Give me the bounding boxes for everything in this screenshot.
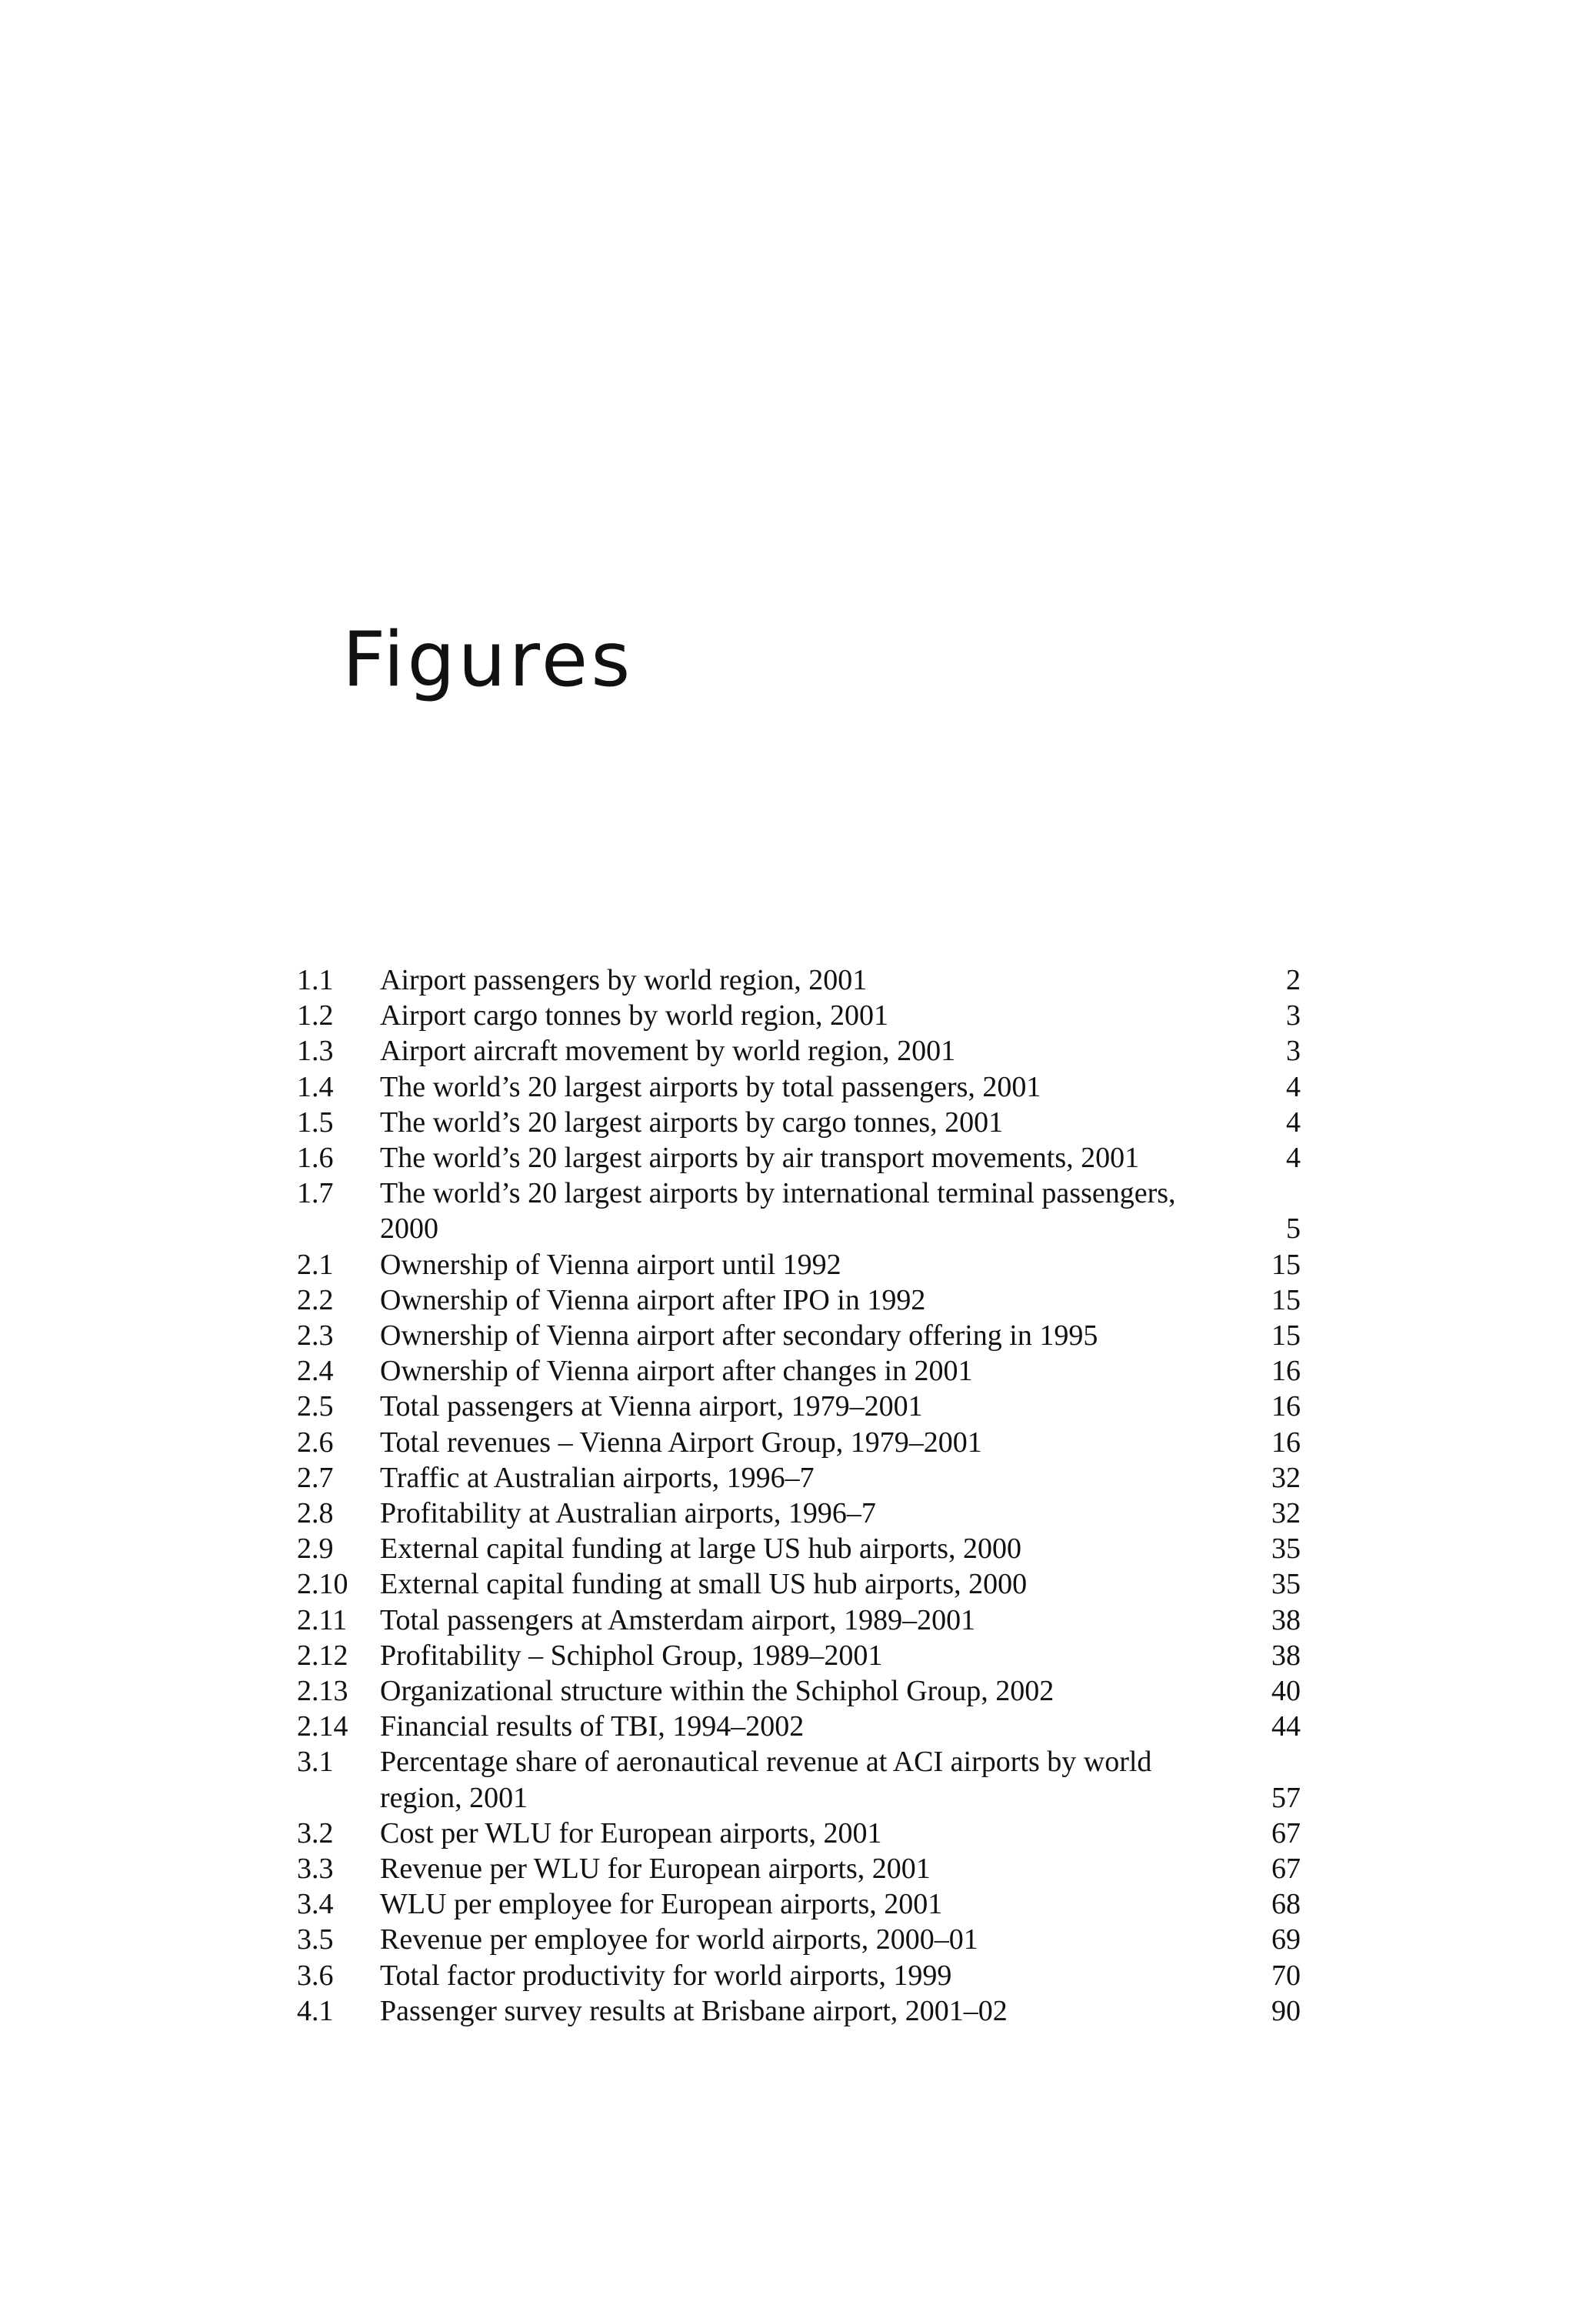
list-item: [297, 1389, 1301, 1424]
list-item: [297, 1282, 1301, 1318]
figure-number: 3.2: [297, 1816, 334, 1849]
figure-title: Revenue per employee for world airports, 2000–01: [380, 1923, 978, 1956]
figure-title: Total passengers at Amsterdam airport, 1989–2001: [380, 1603, 976, 1636]
figure-title: Profitability – Schiphol Group, 1989–2001: [380, 1639, 883, 1672]
page-number: 4: [1286, 1106, 1301, 1139]
figure-number: 1.5: [297, 1106, 334, 1139]
figure-number: 2.4: [297, 1355, 334, 1388]
figure-title: Airport aircraft movement by world region, 2001: [380, 1035, 956, 1068]
list-item: [297, 1603, 1301, 1638]
figure-number: 2.2: [297, 1283, 334, 1316]
figure-title: Total revenues – Vienna Airport Group, 1979–2001: [380, 1426, 982, 1459]
figure-number: 4.1: [297, 1994, 334, 2027]
list-item: [297, 962, 1301, 998]
page-number: 70: [1271, 1959, 1301, 1992]
figure-number: 2.1: [297, 1248, 334, 1281]
figure-title: Total passengers at Vienna airport, 1979–2001: [380, 1390, 923, 1423]
figures-list: [297, 962, 1301, 2029]
page-number: 15: [1271, 1283, 1301, 1316]
page-number: 35: [1271, 1568, 1301, 1601]
page-number: 15: [1271, 1248, 1301, 1281]
figure-number: 2.5: [297, 1390, 334, 1423]
page-number: 32: [1271, 1461, 1301, 1494]
figure-number: 1.6: [297, 1142, 334, 1175]
figure-number: 2.14: [297, 1710, 348, 1743]
figure-title: Revenue per WLU for European airports, 2001: [380, 1853, 931, 1886]
list-item: [297, 1993, 1301, 2029]
page-number: 67: [1271, 1816, 1301, 1849]
figure-title: External capital funding at small US hub airports, 2000: [380, 1568, 1028, 1601]
figure-title: The world’s 20 largest airports by total passengers, 2001: [380, 1070, 1041, 1103]
list-item: [297, 1033, 1301, 1069]
figure-number: 3.3: [297, 1853, 334, 1886]
figure-title: Total factor productivity for world airports, 1999: [380, 1959, 952, 1992]
figure-number: 2.3: [297, 1319, 334, 1352]
list-item: [297, 1816, 1301, 1851]
figure-title: External capital funding at large US hub airports, 2000: [380, 1533, 1022, 1566]
figure-number: 1.4: [297, 1070, 334, 1103]
page-number: 44: [1271, 1710, 1301, 1743]
list-item: [297, 1069, 1301, 1105]
list-item: [297, 1247, 1301, 1282]
page-number: 68: [1271, 1888, 1301, 1921]
figure-title: Traffic at Australian airports, 1996–7: [380, 1461, 815, 1494]
list-item: [297, 1566, 1301, 1602]
figure-number: 1.3: [297, 1035, 334, 1068]
list-item: [297, 1140, 1301, 1176]
figure-title: WLU per employee for European airports, 2001: [380, 1888, 943, 1921]
figure-number: 2.12: [297, 1639, 348, 1672]
page-number: 57: [1271, 1781, 1301, 1814]
page-number: 38: [1271, 1603, 1301, 1636]
figure-title: The world’s 20 largest airports by international terminal passengers, 2000: [380, 1177, 1176, 1246]
figure-number: 2.11: [297, 1603, 348, 1636]
page-number: 67: [1271, 1853, 1301, 1886]
list-item: [297, 1318, 1301, 1353]
page-number: 3: [1286, 1035, 1301, 1068]
page-number: 69: [1271, 1923, 1301, 1956]
page-number: 5: [1286, 1212, 1301, 1246]
figure-title: Ownership of Vienna airport until 1992: [380, 1248, 841, 1281]
page-number: 3: [1286, 999, 1301, 1032]
list-item: [297, 1638, 1301, 1673]
list-item: [297, 1176, 1301, 1246]
list-item: [297, 1851, 1301, 1886]
figure-number: 3.1: [297, 1746, 334, 1779]
page-number: 4: [1286, 1142, 1301, 1175]
list-item: [297, 1886, 1301, 1922]
page-number: 32: [1271, 1497, 1301, 1530]
figure-number: 2.8: [297, 1497, 334, 1530]
figure-title: Ownership of Vienna airport after secondary offering in 1995: [380, 1319, 1098, 1352]
figure-number: 1.1: [297, 964, 334, 996]
page-number: 38: [1271, 1639, 1301, 1672]
figure-title: The world’s 20 largest airports by air transport movements, 2001: [380, 1142, 1140, 1175]
list-item: [297, 1496, 1301, 1531]
figure-title: Passenger survey results at Brisbane airport, 2001–02: [380, 1994, 1008, 2027]
figure-number: 3.4: [297, 1888, 334, 1921]
page-number: 2: [1286, 964, 1301, 996]
figure-number: 2.9: [297, 1533, 334, 1566]
list-item: [297, 1425, 1301, 1460]
list-item: [297, 1922, 1301, 1957]
figure-title: Financial results of TBI, 1994–2002: [380, 1710, 805, 1743]
page-number: 35: [1271, 1533, 1301, 1566]
list-item: [297, 1460, 1301, 1496]
figure-number: 2.13: [297, 1675, 348, 1708]
list-item: [297, 1709, 1301, 1744]
figure-title: The world’s 20 largest airports by cargo tonnes, 2001: [380, 1106, 1004, 1139]
list-item: [297, 1353, 1301, 1389]
figure-title: Percentage share of aeronautical revenue at ACI airports by world region, 2001: [380, 1746, 1152, 1814]
figure-title: Ownership of Vienna airport after IPO in 1992: [380, 1283, 926, 1316]
page-number: 15: [1271, 1319, 1301, 1352]
figure-number: 2.6: [297, 1426, 334, 1459]
list-item: [297, 1673, 1301, 1709]
figure-number: 1.7: [297, 1177, 334, 1210]
figure-title: Profitability at Australian airports, 1996–7: [380, 1497, 876, 1530]
page-number: 16: [1271, 1355, 1301, 1388]
figure-number: 3.6: [297, 1959, 334, 1992]
figure-number: 3.5: [297, 1923, 334, 1956]
figure-title: Airport cargo tonnes by world region, 2001: [380, 999, 889, 1032]
figure-title: Ownership of Vienna airport after changes in 2001: [380, 1355, 973, 1388]
page-number: 16: [1271, 1426, 1301, 1459]
figure-title: Airport passengers by world region, 2001: [380, 964, 868, 996]
list-item: [297, 1744, 1301, 1815]
figure-number: 1.2: [297, 999, 334, 1032]
list-item: [297, 1105, 1301, 1140]
figure-title: Cost per WLU for European airports, 2001: [380, 1816, 882, 1849]
page-number: 16: [1271, 1390, 1301, 1423]
list-item: [297, 1958, 1301, 1993]
figure-number: 2.10: [297, 1568, 348, 1601]
page-title: Figures: [342, 616, 634, 704]
figure-title: Organizational structure within the Schiphol Group, 2002: [380, 1675, 1055, 1708]
page-number: 4: [1286, 1070, 1301, 1103]
figure-number: 2.7: [297, 1461, 334, 1494]
list-item: [297, 1531, 1301, 1566]
page-number: 40: [1271, 1675, 1301, 1708]
page-number: 90: [1271, 1994, 1301, 2027]
list-item: [297, 998, 1301, 1033]
